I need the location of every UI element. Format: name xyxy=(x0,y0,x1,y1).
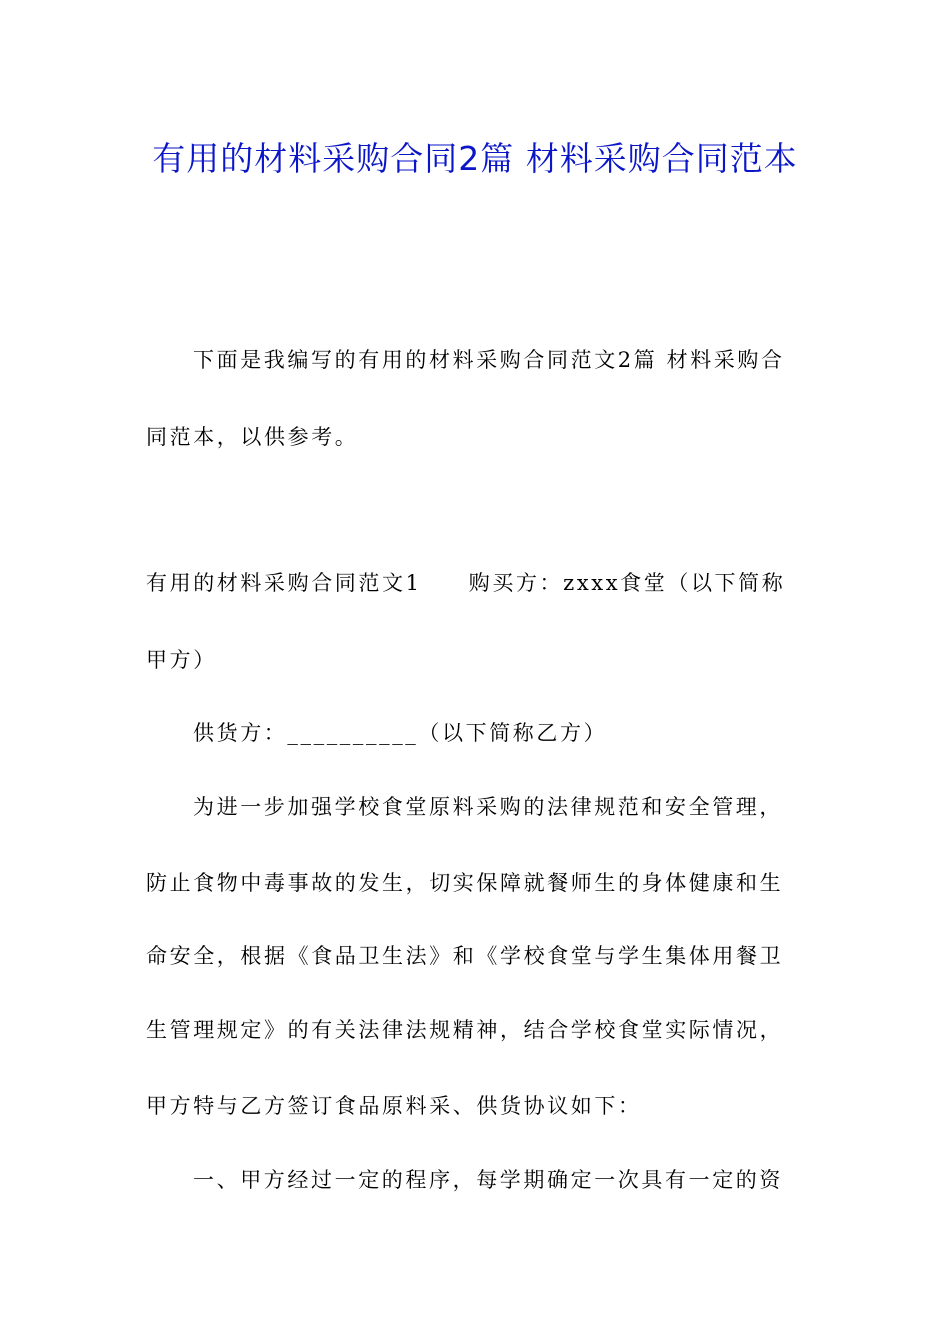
body-line-1: 为进一步加强学校食堂原料采购的法律规范和安全管理， xyxy=(193,795,783,819)
contract-heading-line-1: 有用的材料采购合同范文1 购买方：zxxx食堂（以下简称 xyxy=(146,571,786,595)
supplier-line: 供货方：__________（以下简称乙方） xyxy=(193,721,608,745)
intro-line-2: 同范本，以供参考。 xyxy=(146,425,359,449)
clause-one-line: 一、甲方经过一定的程序，每学期确定一次具有一定的资 xyxy=(193,1168,783,1192)
contract-heading-line-2: 甲方） xyxy=(146,648,217,672)
body-line-5: 甲方特与乙方签订食品原料采、供货协议如下： xyxy=(146,1094,642,1118)
body-line-4: 生管理规定》的有关法律法规精神，结合学校食堂实际情况， xyxy=(146,1018,784,1042)
body-line-2: 防止食物中毒事故的发生，切实保障就餐师生的身体健康和生 xyxy=(146,871,784,895)
document-title: 有用的材料采购合同2篇 材料采购合同范本 xyxy=(152,139,798,178)
intro-line-1: 下面是我编写的有用的材料采购合同范文2篇 材料采购合 xyxy=(193,348,785,372)
body-line-3: 命安全，根据《食品卫生法》和《学校食堂与学生集体用餐卫 xyxy=(146,944,784,968)
